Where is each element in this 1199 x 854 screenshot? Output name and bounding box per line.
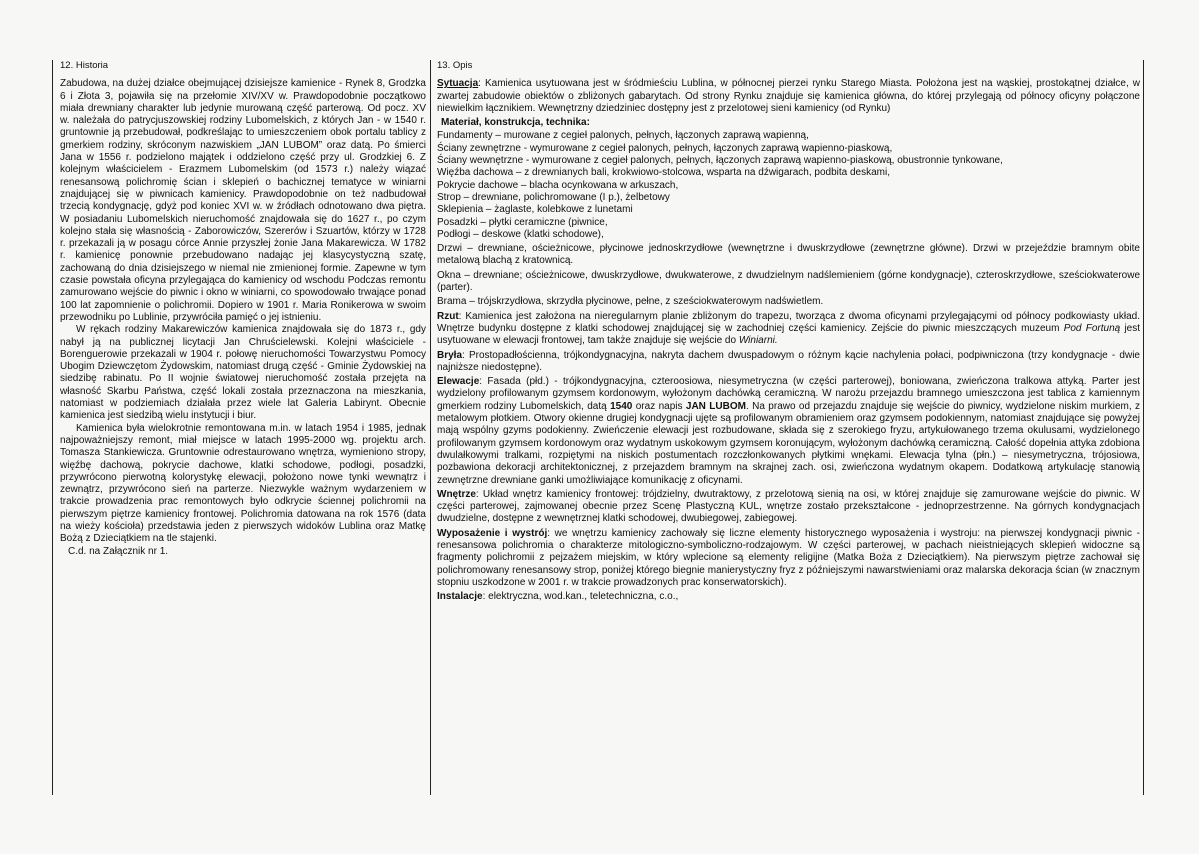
label-rzut: Rzut [437, 310, 459, 322]
material-line: Fundamenty – murowane z cegieł palonych, pełnych, łączonych zaprawą wapienną, [437, 130, 809, 142]
material-line: Podłogi – deskowe (klatki schodowe), [437, 228, 604, 240]
historia-paragraph-1: Zabudowa, na dużej działce obejmującej dzisiejsze kamienice - Rynek 8, Grodzka 6 i Złota 3, pojawiła się na przełomie XIV/XV w. Prawdopodobnie początkowo miała drewniany charakter lub jedynie murowaną część parterową. Od pocz. XV w. należała do patrycjuszowskiej rodziny Lubomelskich, z których Jan - w 1540 r. gruntownie ją przebudował, podkreślając to umieszczeniem obok portalu tablicy z gmerkiem rodziny, skróconym nazwiskiem „JAN LUBOM” oraz datą. Po śmierci Jana w 1556 r. podzielono majątek i oddzielono część przy ul. Grodzkiej 6. Z kolejnym właścicielem - Erazmem Lubomelskim (od 1573 r.) należy wiązać renesansową polichromię ścian i sklepień o bachicznej tematyce w winiarni znajdującej się w piwnicach kamienicy. Prawdopodobnie on też nadbudował trzecią kondygnację, gdyż pod koniec XVI w. w źródłach odnotowano dwa piętra. W posiadaniu Lubomelskich nieruchomość znajdowała się do 1627 r., po czym kolejno stała się własnością - Zaborowiczów, Szererów i Szuartów, którzy w 1728 r. przekazali ją w posagu córce Annie przyszłej żonie Jana Makarewicza. W 1782 r. kamienicę ponownie przebudowano nadając jej klasycystyczną szatę, zachowaną do dnia dzisiejszego w niemal nie zmienionej formie. Zapewne w tym czasie powstała oficyna przylegająca do kamienicy od wschodu Podczas remontu zamurowano wejście do piwnic i okno w winiarni, co spowodowało trwające ponad 100 lat zapomnienie o polichromii. Dopiero w 1901 r. Maria Ronikerowa w swoim przewodniku po Lublinie, przywróciła pamięć o jej istnieniu. [60, 78, 426, 323]
opis-drzwi: Drzwi – drewniane, ościeżnicowe, płycinowe jednoskrzydłowe (wewnętrzne i dwuskrzydłowe (zewnętrzne główne). Drzwi w przejeździe bramnym obite metalową blachą z kratownicą. [437, 243, 1140, 267]
historia-paragraph-3: Kamienica była wielokrotnie remontowana m.in. w latach 1954 i 1985, jednak najpoważniejszy remont, miał miejsce w latach 1995-2000 wg. projektu arch. Tomasza Stankiewicza. Gruntownie odrestaurowano wnętrza, wymieniono stropy, więźbę dachową, pokrycie dachowe, klatki schodowe, podłogi, posadzki, przywrócono pierwotną kolorystykę elewacji, położono nowe tynki wewnątrz i zewnątrz, przywrócono sień na parterze. Niezwykle ważnym wydarzeniem w trakcie prowadzenia prac remontowych było odkrycie ściennej polichromii na pierwszym piętrze kamienicy frontowej. Polichromia datowana na rok 1576 (data na wieży kościoła) przedstawia jeden z pierwszych widoków Lublina oraz Matkę Bożą z Dzieciątkiem na tle stajenki. [60, 422, 426, 545]
material-line: Ściany wewnętrzne - wymurowane z cegieł palonych, pełnych, łączonych zaprawą wapienno-piaskową, obustronnie tynkowane, [437, 155, 1003, 167]
section-historia [52, 60, 426, 558]
material-line: Pokrycie dachowe – blacha ocynkowana w arkuszach, [437, 179, 679, 191]
right-border-line [1143, 60, 1144, 795]
historia-continuation-note: C.d. na Załącznik nr 1. [68, 545, 169, 557]
historia-paragraph-2: W rękach rodziny Makarewiczów kamienica znajdowała się do 1873 r., gdy nabył ją na publicznej licytacji Jan Chruścielewski. Kolejni właściciele - Borenguerowie przekazali w 1904 r. połowę nieruchomości Towarzystwu Pomocy Ubogim Dziewczętom Żydowskim, natomiast drugą część - Gminie Żydowskiej na siedzibę rabinatu. Po II wojnie światowej nieruchomość została przejęta na własność Skarbu Państwa, część lokali została przeznaczona na mieszkania, natomiast w podziemiach działała przez wiele lat Galeria Labirynt. Obecnie kamienica jest siedzibą wielu instytucji i biur. [60, 324, 426, 422]
opis-bryla: Bryła: Prostopadłościenna, trójkondygnacyjna, nakryta dachem dwuspadowym o różnym kącie nachylenia połaci, podpiwniczona (trzy kondygnacje - dwie najniższe niedostępne). [437, 349, 1140, 373]
opis-material-heading: Materiał, konstrukcja, technika: [441, 117, 590, 129]
section-heading-opis: 13. Opis [437, 60, 473, 71]
opis-brama: Brama – trójskrzydłowa, skrzydła płycinowe, pełne, z sześciokwaterowym nadświetlem. [437, 296, 824, 308]
section-heading-historia: 12. Historia [60, 60, 109, 71]
material-line: Posadzki – płytki ceramiczne (piwnice, [437, 216, 608, 228]
opis-material-list [437, 130, 1140, 241]
material-line: Ściany zewnętrzne - wymurowane z cegieł palonych, pełnych, łączonych zaprawą wapienno-piaskową, [437, 142, 893, 154]
label-wyposazenie: Wyposażenie i wystrój [437, 527, 548, 539]
opis-rzut: Rzut: Kamienica jest założona na nieregularnym planie zbliżonym do trapezu, tworząca z dwoma oficynami przylegającymi od północy podkowiasty układ. Wnętrze budynku dostępne z klatki schodowej znajdującej się w zachodniej części kamienicy. Zejście do piwnic mieszczących muzeum Pod Fortuną jest usytuowane w elewacji frontowej, tam także znajduje się wejście do Winiarni. [437, 310, 1141, 347]
opis-sytuacja: Sytuacja: Kamienica usytuowana jest w śródmieściu Lublina, w północnej pierzei rynku Starego Miasta. Położona jest na wąskiej, prostokątnej działce, w zwartej zabudowie obiektów o zbliżonych gabarytach. Od strony Rynku znajduje się kamienica główna, do której przylegają od północy oficyny połączone niewielkim łącznikiem. Wewnętrzny dziedziniec dostępny jest z przelotowej sieni kamienicy (od Rynku) [437, 78, 1140, 114]
column-divider [430, 60, 431, 795]
material-line: Sklepienia – żaglaste, kolebkowe z lunetami [437, 204, 633, 216]
section-opis [432, 60, 1140, 605]
opis-instalacje: Instalacje: elektryczna, wod.kan., teletechniczna, c.o., [437, 591, 679, 603]
opis-okna: Okna – drewniane; ościeżnicowe, dwuskrzydłowe, dwukwaterowe, z dwudzielnym nadślemieniem (górne kondygnacje), czteroskrzydłowe, sześciokwaterowe (parter). [437, 269, 1140, 294]
material-line: Więźba dachowa – z drewnianych bali, krokwiowo-stolcowa, wsparta na dźwigarach, podbita deskami, [437, 167, 890, 179]
opis-wnetrze: Wnętrze: Układ wnętrz kamienicy frontowej: trójdzielny, dwutraktowy, z przelotową sienią na osi, w której znajduje się zamurowane wejście do piwnic. W części parterowej, zajmowanej obecnie przez Scenę Plastyczną KUL, wnętrze zostało przekształcone - jednoprzestrzenne. Na górnych kondygnacjach dwudzielne, dostępne z wewnętrznej klatki schodowej, dwubiegowej, zabiegowej. [437, 488, 1140, 525]
label-sytuacja: Sytuacja [437, 78, 479, 90]
label-bryla: Bryła [437, 349, 463, 361]
opis-wyposazenie: Wyposażenie i wystrój: we wnętrzu kamienicy zachowały się liczne elementy historycznego wyposażenia i wystroju: na pierwszej kondygnacji piwnic - renesansowa polichromia o charakterze mitologiczno-symboliczno-rodzajowym. W części parterowej, w pachach nieistniejących sklepień widoczne są fragmenty polichromii z pejzażem miejskim, w który wplecione są elementy religijne (Matka Boża z Dzieciątkiem). Na pierwszym piętrze zachował się polichromowany renesansowy strop, poniżej którego biegnie manierystyczny fryz z późniejszymi nawarstwieniami oraz malarska dekoracja ścian (w znacznym stopniu uszkodzone w 2001 r. w trakcie prowadzonych prac konserwatorskich). [437, 527, 1140, 588]
material-line: Strop – drewniane, polichromowane (I p.), żelbetowy [437, 191, 670, 203]
label-instalacje: Instalacje [437, 591, 483, 603]
label-elewacje: Elewacje [437, 376, 480, 388]
label-wnetrze: Wnętrze [437, 488, 476, 500]
opis-elewacje: Elewacje: Fasada (płd.) - trójkondygnacyjna, czteroosiowa, niesymetryczna (w części parterowej), boniowana, zwieńczona tralkowa attyką. Parter jest wydzielony profilowanym gzymsem kordonowym, wyłożonym dachówką ceramiczną. W narożu przejazdu bramnego umieszczona jest tablica z kamiennym gmerkiem rodziny Lubomelskich, datą 1540 oraz napis JAN LUBOM. Na prawo od przejazdu znajduje się wejście do piwnicy, wydzielone niskim murkiem, z metalowym płotkiem. Otwory okienne drugiej kondygnacji ujęte są profilowanym obramieniem oraz gzymsem podokiennym, natomiast znajdujące się powyżej mają wspólny gzyms podokienny. Zwieńczenie elewacji jest rozbudowane, składa się z szerokiego fryzu, artykułowanego trzema okulusami, wydzielonego profilowanym gzymsem kordonowym oraz wydatnym uskokowym gzymsem koronującym, wyłożonym dachówką ceramiczną. Całość dopełnia attyka zdobiona dwulałkowymi tralkami, rozpiętymi na niskich postumentach rozczłonkowanych płytkimi wnękami. Elewacja tylna (płn.) – niesymetryczna, trójosiowa, pozbawiona dekoracji architektonicznej, z przejazdem bramnym na skrajnej zach. osi, zwieńczona wydatnym okapem. Dodatkową artykulację stanowią zewnętrzne drewniane ganki umożliwiające komunikację z oficynami. [437, 376, 1141, 486]
